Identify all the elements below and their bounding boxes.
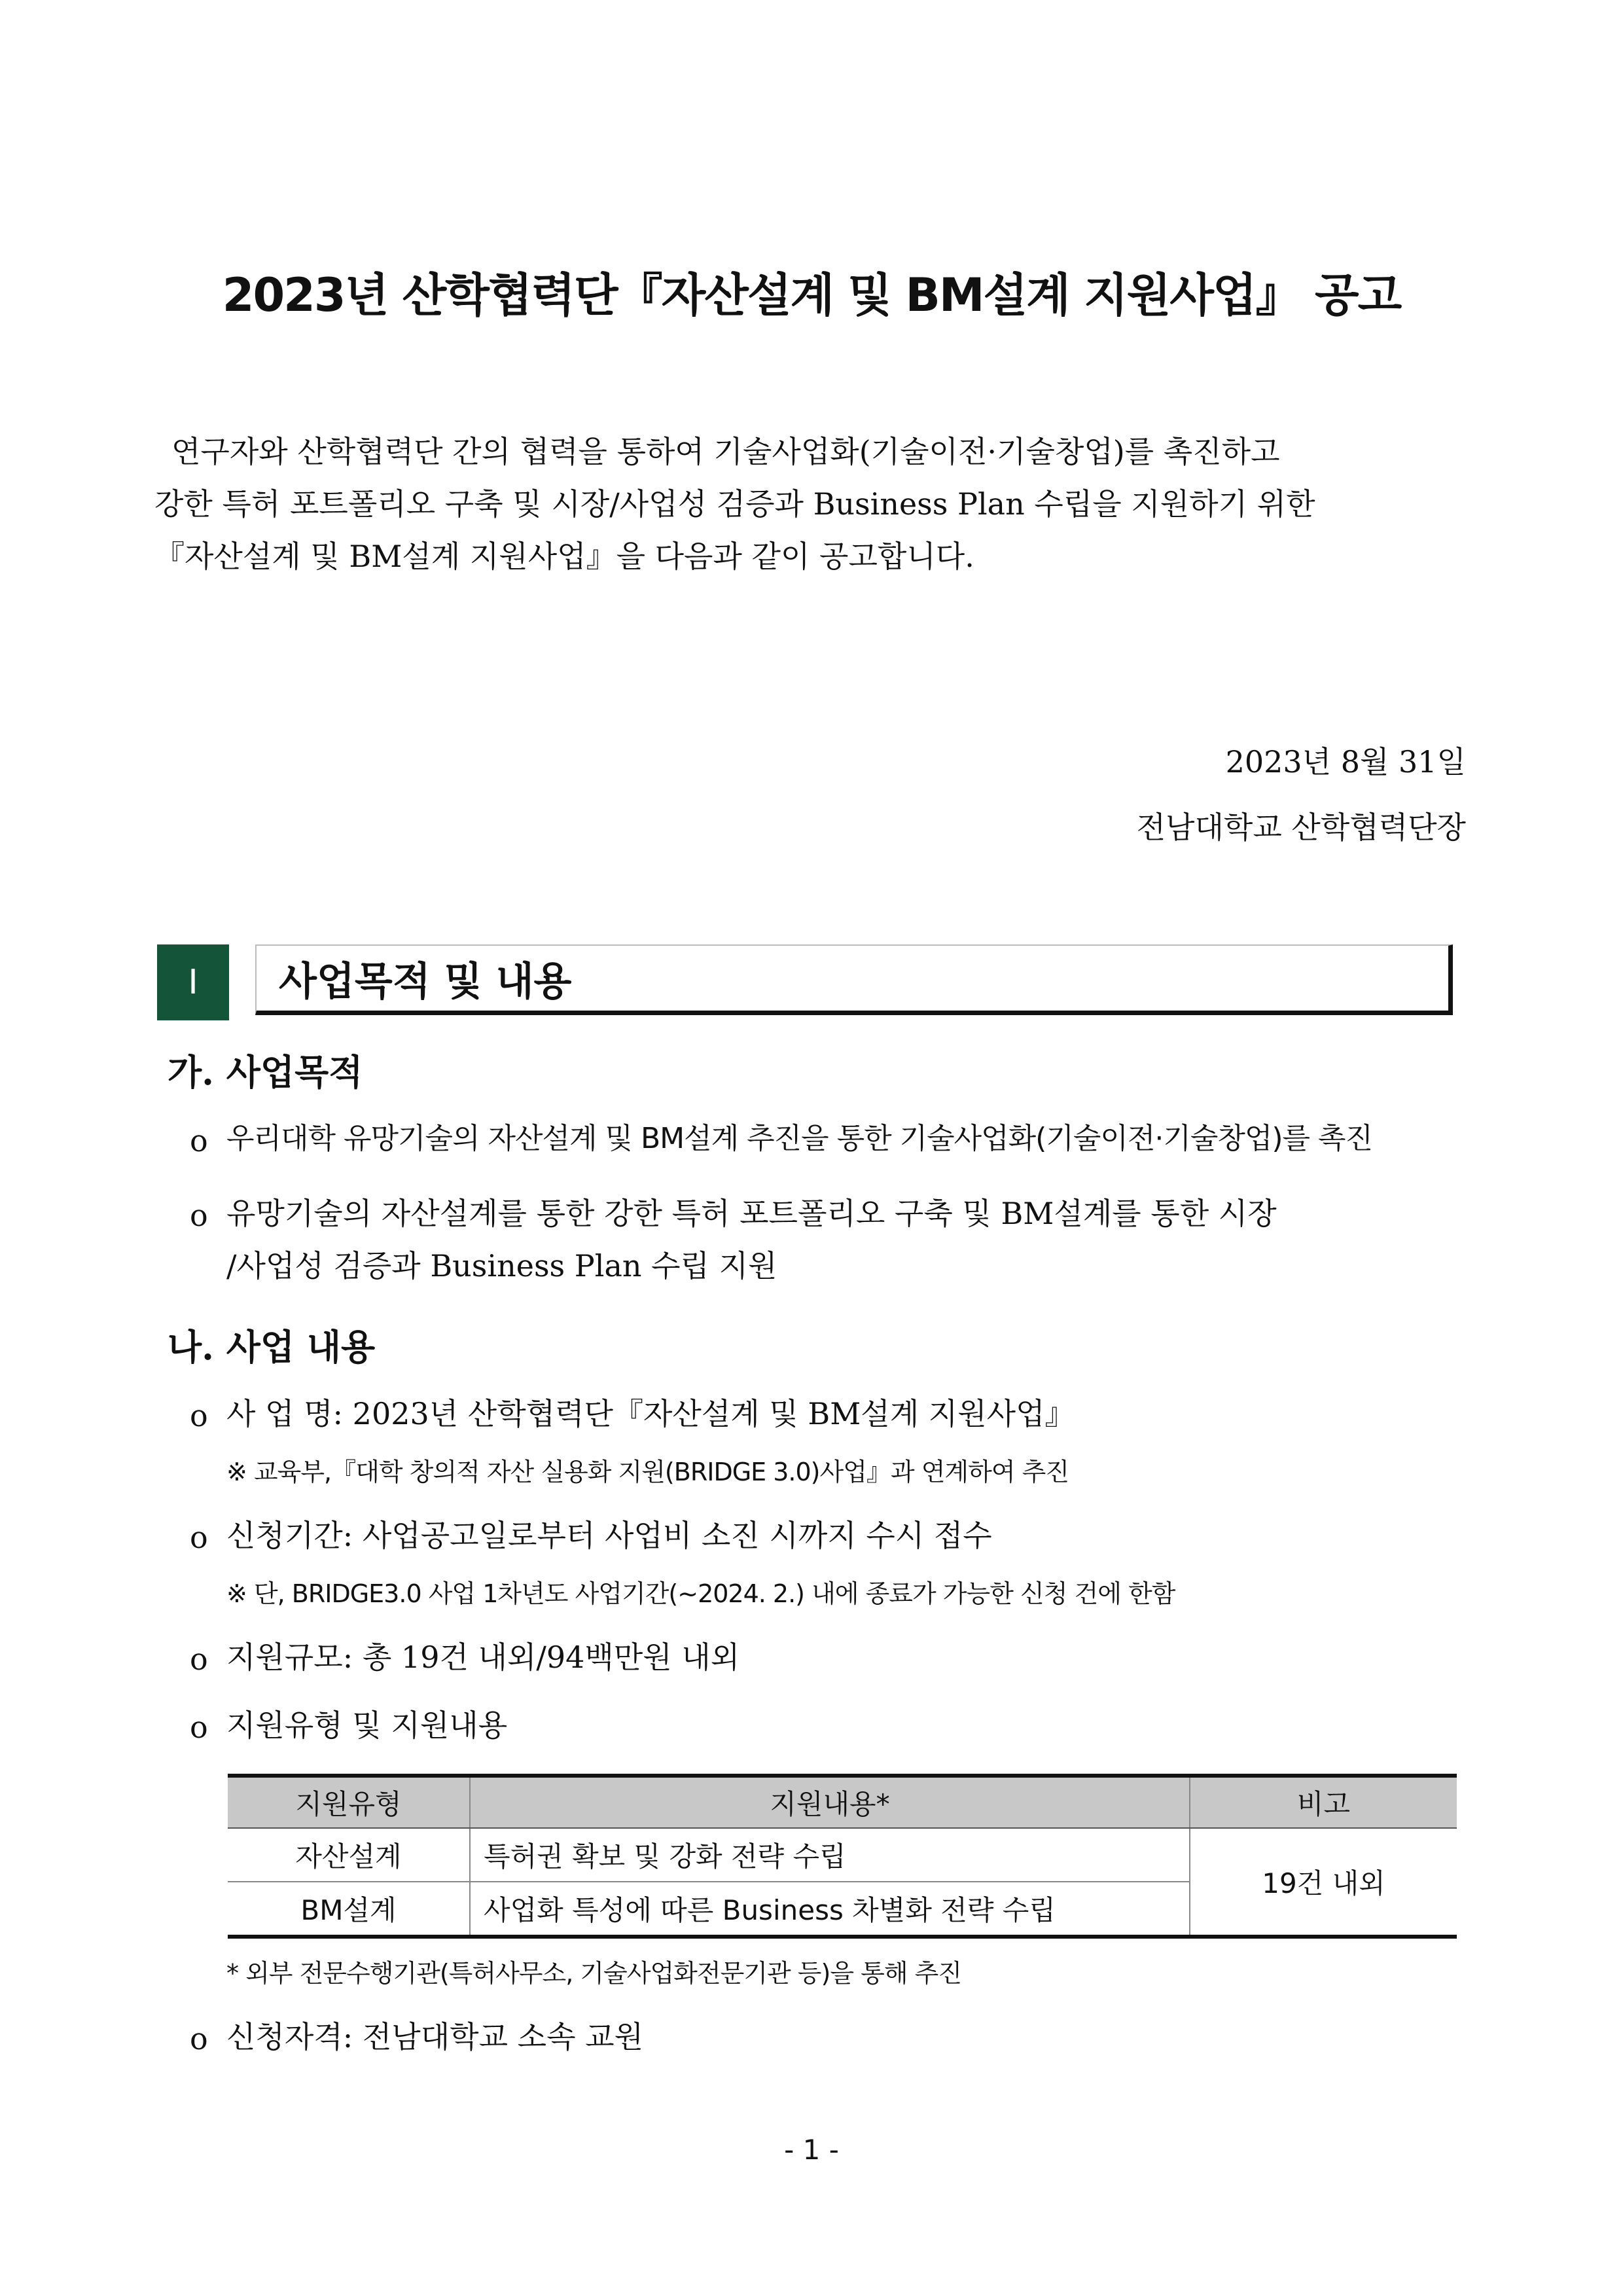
eligibility: 신청자격: 전남대학교 소속 교원 [226,2019,644,2054]
announcement-date: 2023년 8월 31일 [1225,744,1466,780]
purpose-item-continued: /사업성 검증과 Business Plan 수립 지원 [226,1248,777,1283]
support-types: 지원유형 및 지원내용 [226,1708,508,1743]
bullet-mark: o [190,1520,208,1555]
section-title: 사업목적 및 내용 [255,944,1453,1015]
bullet-mark: o [190,1641,208,1677]
table-header: 비고 [1190,1776,1457,1828]
business-name: 사 업 명: 2023년 산학협력단『자산설계 및 BM설계 지원사업』 [226,1396,1075,1431]
table-cell-type: BM설계 [228,1882,470,1937]
table-cell-remark: 19건 내외 [1190,1828,1457,1937]
document-title: 2023년 산학협력단『자산설계 및 BM설계 지원사업』 공고 [222,268,1401,322]
purpose-heading: 가. 사업목적 [168,1051,363,1093]
content-heading: 나. 사업 내용 [168,1326,376,1368]
table-header-row [228,1776,1457,1828]
table-cell-type: 자산설계 [228,1828,470,1882]
bullet-mark: o [190,2021,208,2056]
bullet-mark: o [190,1123,208,1158]
intro-paragraph [154,425,1466,583]
intro-line: 『자산설계 및 BM설계 지원사업』을 다음과 같이 공고합니다. [154,539,974,574]
table-cell-content: 특허권 확보 및 강화 전략 수립 [470,1828,1190,1882]
page-number: - 1 - [784,2134,839,2166]
purpose-item: 유망기술의 자산설계를 통한 강한 특허 포트폴리오 구축 및 BM설계를 통한 시장 [226,1196,1277,1231]
intro-line: 강한 특허 포트폴리오 구축 및 시장/사업성 검증과 Business Plan 수립을 지원하기 위한 [154,486,1315,522]
section-number: Ⅰ [157,944,229,1020]
intro-line: 연구자와 산학협력단 간의 협력을 통하여 기술사업화(기술이전·기술창업)를 촉진하고 [171,434,1280,469]
table-cell-content: 사업화 특성에 따른 Business 차별화 전략 수립 [470,1882,1190,1937]
bullet-mark: o [190,1398,208,1433]
application-period: 신청기간: 사업공고일로부터 사업비 소진 시까지 수시 접수 [226,1518,992,1553]
table-header: 지원유형 [228,1776,470,1828]
purpose-item: 우리대학 유망기술의 자산설계 및 BM설계 추진을 통한 기술사업화(기술이전·기술창업)를 촉진 [226,1122,1373,1155]
table-header: 지원내용* [470,1776,1190,1828]
application-period-note: ※ 단, BRIDGE3.0 사업 1차년도 사업기간(~2024. 2.) 내에 종료가 가능한 신청 건에 한함 [226,1579,1175,1608]
support-scale: 지원규모: 총 19건 내외/94백만원 내외 [226,1640,740,1675]
bullet-mark: o [190,1198,208,1233]
table-row [228,1828,1457,1882]
bullet-mark: o [190,1710,208,1745]
business-name-note: ※ 교육부,『대학 창의적 자산 실용화 지원(BRIDGE 3.0)사업』과 연계하여 추진 [226,1458,1069,1486]
table-note: * 외부 전문수행기관(특허사무소, 기술사업화전문기관 등)을 통해 추진 [226,1959,962,1988]
issuer: 전남대학교 산학협력단장 [1136,810,1466,845]
support-table [228,1774,1457,1939]
